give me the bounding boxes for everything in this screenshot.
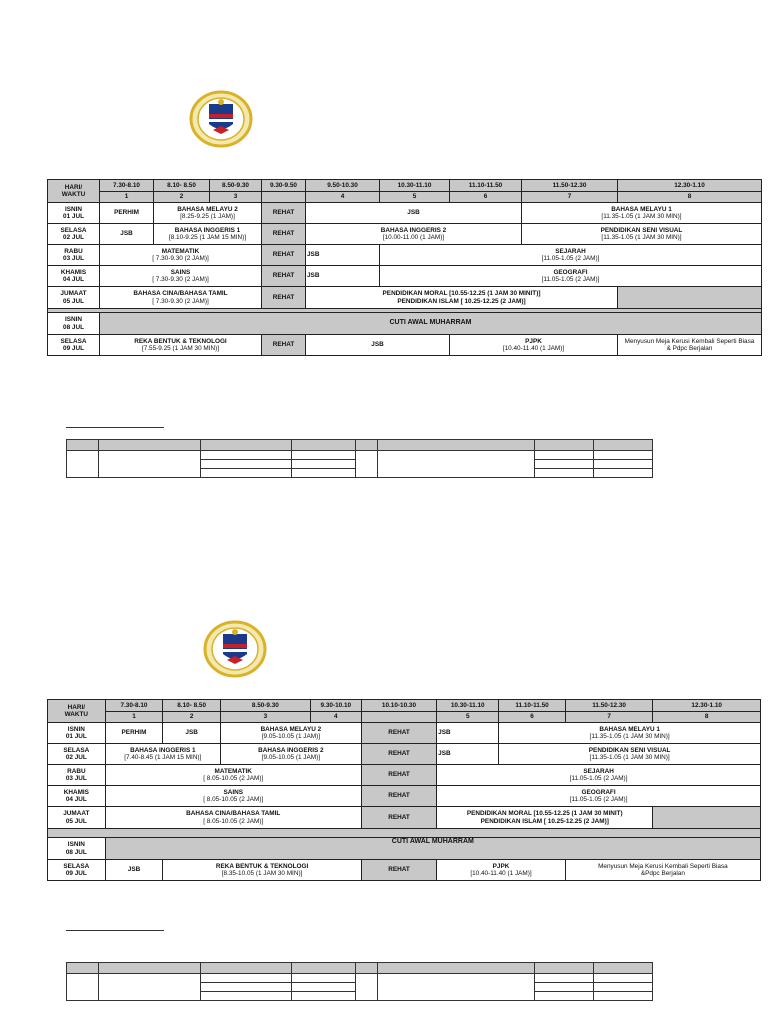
subject-cell: BAHASA INGGERIS 2 [9.05-10.05 (1 JAM)]: [220, 744, 361, 765]
row-selasa-02: [48, 744, 761, 765]
subject-cell: JSB: [306, 245, 380, 266]
subject-cell: REKA BENTUK & TEKNOLOGI [7.55-9.25 (1 JAM 30 MIN)]: [100, 335, 262, 356]
subject-cell: BAHASA MELAYU 2 [9.05-10.05 (1 JAM)]: [220, 723, 361, 744]
break-blank: [361, 712, 436, 723]
period-number: 3: [220, 712, 310, 723]
header-day-time: HARI/ WAKTU: [48, 700, 106, 723]
subject-cell: JSB: [437, 744, 499, 765]
day-cell: JUMAAT 05 JUL: [48, 287, 100, 309]
time-slot: 8.10- 8.50: [163, 700, 221, 712]
day-cell: KHAMIS 04 JUL: [48, 266, 100, 287]
signature-table-1: [66, 439, 653, 478]
time-slot: 11.10-11.50: [499, 700, 566, 712]
row-isnin-08: [48, 838, 761, 860]
header-time-row: [48, 700, 761, 712]
sig-header-row: [67, 963, 653, 974]
time-slot: 8.50-9.30: [220, 700, 310, 712]
rehat-cell: REHAT: [361, 765, 436, 786]
period-number: 7: [565, 712, 653, 723]
subject-cell: JSB: [437, 723, 499, 744]
row-rabu-03: [48, 765, 761, 786]
sig-header-row: [67, 440, 653, 451]
subject-cell: PJPK [10.40-11.40 (1 JAM)]: [437, 860, 566, 881]
time-slot: 10.10-10.30: [361, 700, 436, 712]
period-number: 5: [380, 192, 450, 203]
rehat-cell: REHAT: [262, 203, 306, 224]
subject-cell: Menyusun Meja Kerusi Kembali Seperti Biasa &Pdpc Berjalan: [565, 860, 760, 881]
subject-cell: BAHASA CINA/BAHASA TAMIL [ 7.30-9.30 (2 JAM)]: [100, 287, 262, 309]
subject-cell: GEOGRAFI [11.05-1.05 (2 JAM)]: [437, 786, 761, 807]
row-rabu-03: [48, 245, 762, 266]
subject-cell: PENDIDIKAN SENI VISUAL [11.35-1.05 (1 JAM 30 MIN)]: [499, 744, 761, 765]
row-jumaat-05: [48, 287, 762, 309]
separator-row: [48, 829, 761, 838]
period-number: 2: [154, 192, 210, 203]
signature-table-2: [66, 962, 653, 1001]
subject-cell: SAINS [ 7.30-9.30 (2 JAM)]: [100, 266, 262, 287]
row-khamis-04: [48, 786, 761, 807]
subject-cell: MATEMATIK [ 8.05-10.05 (2 JAM)]: [105, 765, 361, 786]
period-number: 8: [618, 192, 762, 203]
rehat-cell: REHAT: [262, 266, 306, 287]
time-slot: 12.30-1.10: [653, 700, 761, 712]
day-cell: ISNIN 01 JUL: [48, 203, 100, 224]
header-time-row: [48, 180, 762, 192]
day-cell: SELASA 09 JUL: [48, 860, 106, 881]
timetable-1: [47, 179, 762, 356]
day-cell: RABU 03 JUL: [48, 245, 100, 266]
subject-cell: BAHASA MELAYU 1 [11.35-1.05 (1 JAM 30 MIN)]: [522, 203, 762, 224]
subject-cell: PERHIM: [105, 723, 163, 744]
time-slot: 7.30-8.10: [105, 700, 163, 712]
signature-underline-1: [66, 427, 164, 428]
subject-cell: SEJARAH [11.05-1.05 (2 JAM)]: [437, 765, 761, 786]
time-slot: 12.30-1.10: [618, 180, 762, 192]
period-number: 4: [306, 192, 380, 203]
subject-cell: PENDIDIKAN MORAL [10.55-12.25 (1 JAM 30 MINIT) PENDIDIKAN ISLAM [ 10.25-12.25 (2 JAM)]: [437, 807, 653, 829]
time-slot: 10.30-11.10: [437, 700, 499, 712]
subject-cell: JSB: [306, 203, 522, 224]
day-cell: ISNIN 08 JUL: [48, 838, 106, 860]
day-cell: KHAMIS 04 JUL: [48, 786, 106, 807]
holiday-cell: CUTI AWAL MUHARRAM: [105, 838, 760, 860]
sig-row: [67, 974, 653, 983]
subject-cell: JSB: [100, 224, 154, 245]
row-selasa-02: [48, 224, 762, 245]
day-cell: JUMAAT 05 JUL: [48, 807, 106, 829]
time-slot: 10.30-11.10: [380, 180, 450, 192]
subject-cell: MATEMATIK [ 7.30-9.30 (2 JAM)]: [100, 245, 262, 266]
row-khamis-04: [48, 266, 762, 287]
period-number: 6: [450, 192, 522, 203]
period-number: 6: [499, 712, 566, 723]
rehat-cell: REHAT: [262, 245, 306, 266]
period-number: 1: [100, 192, 154, 203]
sig-row: [67, 451, 653, 460]
time-slot: 9.50-10.30: [306, 180, 380, 192]
period-number: 8: [653, 712, 761, 723]
day-cell: SELASA 09 JUL: [48, 335, 100, 356]
subject-cell: BAHASA INGGERIS 1 [8.10-9.25 (1 JAM 15 MIN)]: [154, 224, 262, 245]
rehat-cell: REHAT: [361, 723, 436, 744]
blank-cell: [653, 807, 761, 829]
rehat-cell: REHAT: [361, 807, 436, 829]
subject-cell: BAHASA INGGERIS 1 [7.40-8.45 (1 JAM 15 MIN)]: [105, 744, 220, 765]
rehat-cell: REHAT: [262, 335, 306, 356]
header-period-row: [48, 712, 761, 723]
day-cell: ISNIN 08 JUL: [48, 313, 100, 335]
period-number: 2: [163, 712, 221, 723]
day-cell: SELASA 02 JUL: [48, 224, 100, 245]
subject-cell: BAHASA MELAYU 1 [11.35-1.05 (1 JAM 30 MIN)]: [499, 723, 761, 744]
header-period-row: [48, 192, 762, 203]
subject-cell: JSB: [306, 266, 380, 287]
timetable-2: [47, 699, 761, 881]
time-slot: 9.30-10.10: [310, 700, 361, 712]
signature-underline-2: [66, 930, 164, 931]
subject-cell: PJPK [10.40-11.40 (1 JAM)]: [450, 335, 618, 356]
separator: [48, 829, 761, 838]
period-number: 3: [210, 192, 262, 203]
period-number: 7: [522, 192, 618, 203]
day-cell: SELASA 02 JUL: [48, 744, 106, 765]
day-cell: RABU 03 JUL: [48, 765, 106, 786]
subject-cell: PENDIDIKAN MORAL [10.55-12.25 (1 JAM 30 MINIT)] PENDIDIKAN ISLAM [ 10.25-12.25 (2 JAM)]: [306, 287, 618, 309]
subject-cell: JSB: [163, 723, 221, 744]
subject-cell: REKA BENTUK & TEKNOLOGI [8.35-10.05 (1 JAM 30 MIN)]: [163, 860, 361, 881]
period-number: 5: [437, 712, 499, 723]
time-slot: 11.10-11.50: [450, 180, 522, 192]
subject-cell: BAHASA CINA/BAHASA TAMIL [ 8.05-10.05 (2 JAM)]: [105, 807, 361, 829]
rehat-cell: REHAT: [361, 744, 436, 765]
day-cell: ISNIN 01 JUL: [48, 723, 106, 744]
rehat-cell: REHAT: [262, 287, 306, 309]
rehat-cell: REHAT: [361, 860, 436, 881]
subject-cell: JSB: [105, 860, 163, 881]
time-slot: 8.10- 8.50: [154, 180, 210, 192]
subject-cell: GEOGRAFI [11.05-1.05 (2 JAM)]: [380, 266, 762, 287]
subject-cell: Menyusun Meja Kerusi Kembali Seperti Biasa & Pdpc Berjalan: [618, 335, 762, 356]
time-slot: 8.50-9.30: [210, 180, 262, 192]
row-selasa-09: [48, 335, 762, 356]
time-slot: 11.50-12.30: [565, 700, 653, 712]
row-isnin-01: [48, 203, 762, 224]
row-selasa-09: [48, 860, 761, 881]
subject-cell: PERHIM: [100, 203, 154, 224]
subject-cell: SEJARAH [11.05-1.05 (2 JAM)]: [380, 245, 762, 266]
school-crest-logo-1: [189, 90, 253, 148]
period-number: 4: [310, 712, 361, 723]
row-jumaat-05: [48, 807, 761, 829]
rehat-cell: REHAT: [262, 224, 306, 245]
subject-cell: SAINS [ 8.05-10.05 (2 JAM)]: [105, 786, 361, 807]
rehat-cell: REHAT: [361, 786, 436, 807]
row-isnin-08: [48, 313, 762, 335]
time-slot: 11.50-12.30: [522, 180, 618, 192]
subject-cell: PENDIDIKAN SENI VISUAL [11.35-1.05 (1 JAM 30 MIN)]: [522, 224, 762, 245]
time-slot: 7.30-8.10: [100, 180, 154, 192]
break-blank: [262, 192, 306, 203]
subject-cell: BAHASA INGGERIS 2 [10.00-11.00 (1 JAM)]: [306, 224, 522, 245]
period-number: 1: [105, 712, 163, 723]
school-crest-logo-2: [203, 620, 267, 678]
blank-cell: [618, 287, 762, 309]
header-day-time: HARI/ WAKTU: [48, 180, 100, 203]
row-isnin-01: [48, 723, 761, 744]
time-slot: 9.30-9.50: [262, 180, 306, 192]
holiday-cell: CUTI AWAL MUHARRAM: [100, 313, 762, 335]
subject-cell: BAHASA MELAYU 2 [8.25-9.25 (1 JAM)]: [154, 203, 262, 224]
subject-cell: JSB: [306, 335, 450, 356]
